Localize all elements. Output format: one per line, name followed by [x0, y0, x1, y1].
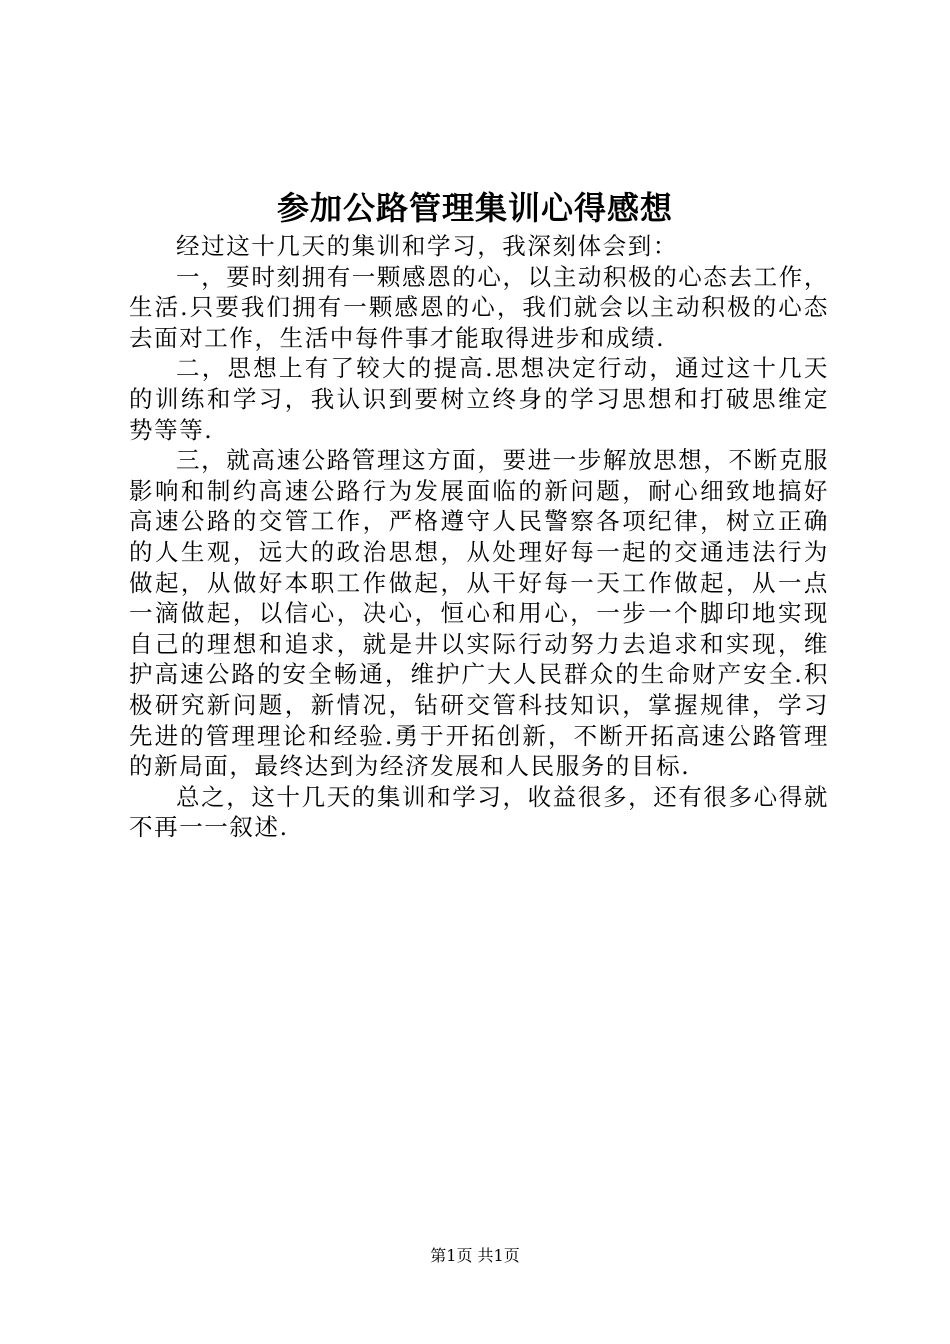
- paragraph-point-three: 三，就高速公路管理这方面，要进一步解放思想，不断克服影响和制约高速公路行为发展面临的新问题，耐心细致地搞好高速公路的交管工作，严格遵守人民警察各项纪律，树立正确的人生观，远大的政治思想，从处理好每一起的交通违法行为做起，从做好本职工作做起，从干好每一天工作做起，从一点一滴做起，以信心，决心，恒心和用心，一步一个脚印地实现自己的理想和追求，就是井以实际行动努力去追求和实现，维护高速公路的安全畅通，维护广大人民群众的生命财产安全.积极研究新问题，新情况，钻研交管科技知识，掌握规律，学习先进的管理理论和经验.勇于开拓创新，不断开拓高速公路管理的新局面，最终达到为经济发展和人民服务的目标.: [129, 446, 829, 781]
- paragraph-intro: 经过这十几天的集训和学习，我深刻体会到：: [176, 232, 678, 260]
- paragraph-point-two: 二，思想上有了较大的提高.思想决定行动，通过这十几天的训练和学习，我认识到要树立终身的学习思想和打破思维定势等等.: [129, 354, 829, 444]
- document-title: 参加公路管理集训心得感想: [276, 189, 673, 227]
- paragraph-point-one: 一，要时刻拥有一颗感恩的心，以主动积极的心态去工作，生活.只要我们拥有一颗感恩的心，我们就会以主动积极的心态去面对工作，生活中每件事才能取得进步和成绩.: [129, 262, 829, 352]
- paragraph-conclusion: 总之，这十几天的集训和学习，收益很多，还有很多心得就不再一一叙述.: [129, 782, 829, 842]
- document-body: [129, 231, 829, 843]
- page-number-footer: 第1页 共1页: [430, 1246, 520, 1265]
